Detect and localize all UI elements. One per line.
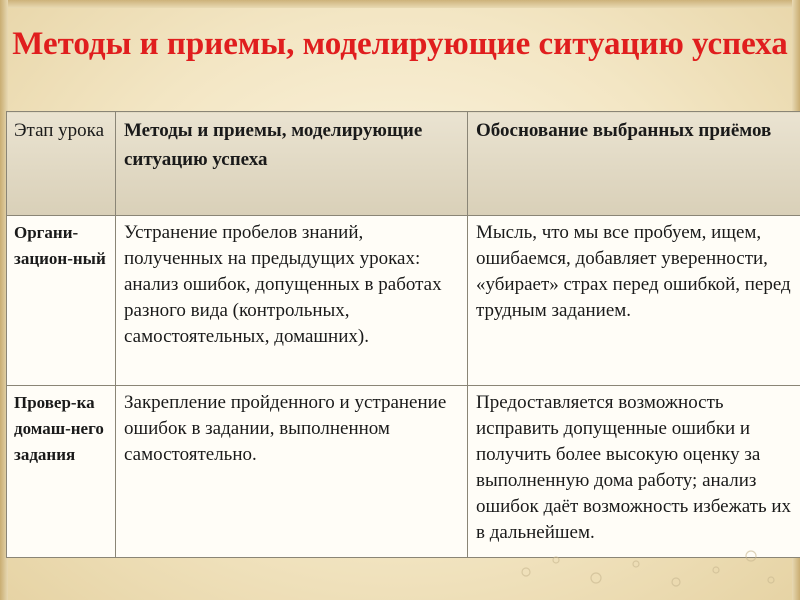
slide-title: Методы и приемы, моделирующие ситуацию успеха [12, 26, 788, 62]
row-methods: Устранение пробелов знаний, полученных на предыдущих уроках: анализ ошибок, допущенных в работах разного вида (контрольных, самостоятельных, домашних). [116, 216, 468, 386]
header-methods: Методы и приемы, моделирующие ситуацию успеха [116, 112, 468, 216]
table-header-row [7, 112, 800, 216]
methods-table [6, 111, 800, 558]
header-stage: Этап урока [7, 112, 116, 216]
row-rationale: Мысль, что мы все пробуем, ищем, ошибаемся, добавляет уверенности, «убирает» страх перед ошибкой, перед трудным заданием. [468, 216, 800, 386]
header-rationale: Обоснование выбранных приёмов [468, 112, 800, 216]
frame-top [0, 0, 800, 8]
row-stage: Провер-ка домаш-него задания [7, 386, 116, 558]
table-row [7, 216, 800, 386]
row-methods: Закрепление пройденного и устранение ошибок в задании, выполненном самостоятельно. [116, 386, 468, 558]
row-rationale: Предоставляется возможность исправить допущенные ошибки и получить более высокую оценку за выполненную дома работу; анализ ошибок даёт возможность избежать их в дальнейшем. [468, 386, 800, 558]
row-stage: Органи-зацион-ный [7, 216, 116, 386]
decorative-droplets [486, 512, 786, 592]
